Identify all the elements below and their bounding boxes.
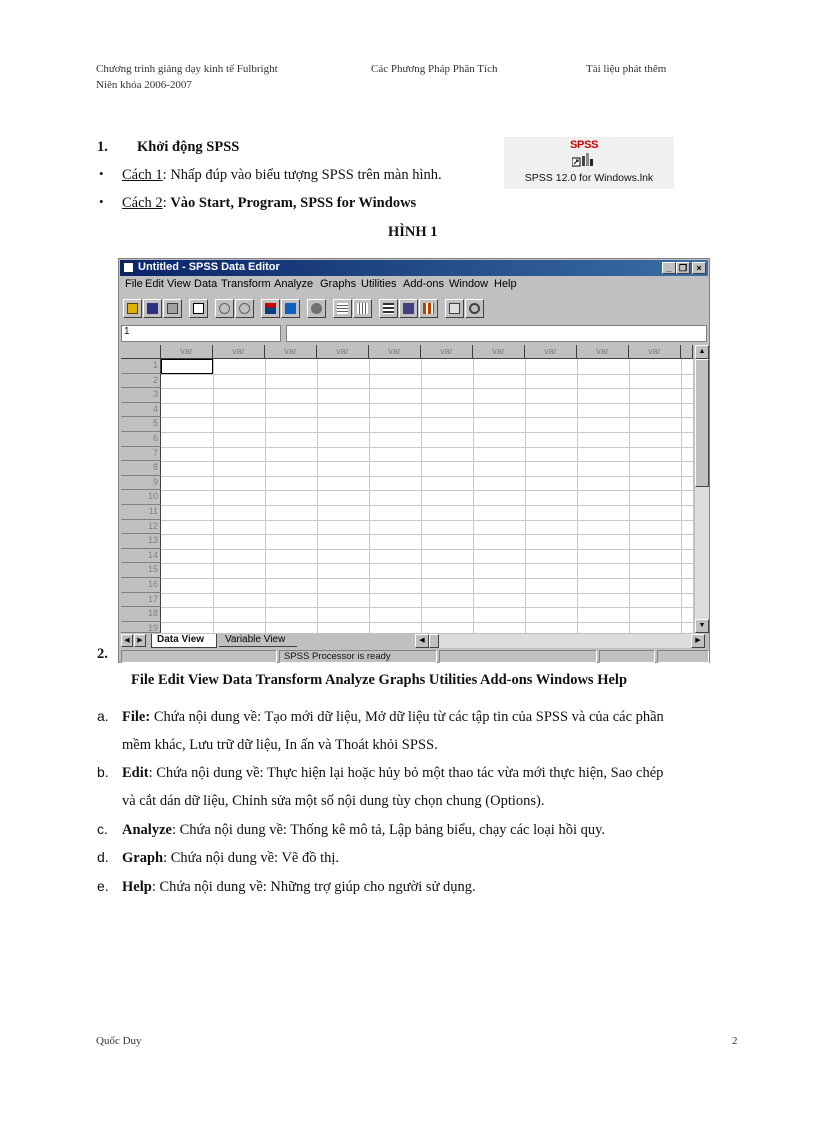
menu-file[interactable]: File [125, 278, 143, 290]
tab-data-view[interactable]: Data View [151, 634, 217, 648]
list-text: : Chứa nội dung về: Những trợ giúp cho người sử dụng. [151, 879, 476, 895]
grid-line [161, 432, 693, 433]
menu-data[interactable]: Data [194, 278, 218, 290]
spss-shortcut-caption: SPSS 12.0 for Windows.lnk [524, 172, 654, 184]
list-term: Graph [122, 850, 164, 866]
menu-add-ons[interactable]: Add-ons [403, 278, 444, 290]
list-text: : Chứa nội dung về: Thực hiện lại hoặc hủy bỏ một thao tác vừa mới thực hiện, Sao chép [148, 765, 664, 781]
status-pane [657, 650, 709, 663]
grid-line [161, 374, 693, 375]
grid-line [161, 549, 693, 550]
scroll-down-icon[interactable]: ▼ [695, 619, 709, 633]
status-pane [121, 650, 277, 663]
column-header[interactable]: var [369, 345, 421, 359]
status-pane [439, 650, 597, 663]
scroll-left-icon[interactable]: ◀ [415, 634, 429, 648]
row-header[interactable]: 9 [121, 476, 161, 491]
section1-title: Khởi động SPSS [137, 139, 240, 155]
section2-number: 2. [97, 646, 108, 662]
menu-view[interactable]: View [167, 278, 191, 290]
row-header[interactable]: 3 [121, 388, 161, 403]
list-letter: d. [97, 849, 109, 865]
save-icon[interactable] [143, 299, 162, 318]
bullet2: Cách 2: Vào Start, Program, SPSS for Windows [122, 195, 417, 211]
list-item-graph [122, 848, 339, 868]
tab-next-icon[interactable]: ▶ [134, 634, 146, 647]
page-number: 2 [732, 1035, 738, 1047]
menu-analyze[interactable]: Analyze [274, 278, 314, 290]
insert-case-icon[interactable] [333, 299, 352, 318]
grid-line [161, 520, 693, 521]
minimize-button[interactable]: _ [662, 262, 676, 274]
column-header-partial [681, 345, 693, 359]
column-header[interactable]: var [213, 345, 265, 359]
scroll-thumb-h[interactable] [429, 634, 439, 648]
row-header[interactable]: 12 [121, 520, 161, 535]
spss-logo: SPSS [570, 139, 599, 151]
spss-data-editor-window [118, 258, 710, 663]
row-header[interactable]: 7 [121, 447, 161, 462]
header-program: Chương trình giảng dạy kinh tế Fulbright [96, 63, 278, 75]
row-header[interactable]: 18 [121, 607, 161, 622]
row-header[interactable]: 1 [121, 359, 161, 374]
header-doctype: Tài liệu phát thêm [586, 63, 667, 75]
toolbar [121, 297, 707, 321]
weight-cases-icon[interactable] [399, 299, 418, 318]
grid-line [161, 622, 693, 623]
row-header[interactable]: 13 [121, 534, 161, 549]
grid-line [161, 593, 693, 594]
row-header[interactable]: 17 [121, 593, 161, 608]
figure-title: HÌNH 1 [388, 224, 438, 240]
list-text: Chứa nội dung về: Tạo mới dữ liệu, Mở dữ liệu từ các tập tin của SPSS và của các phần [150, 709, 664, 725]
print-icon[interactable] [163, 299, 182, 318]
section1-number: 1. [97, 139, 108, 155]
insert-variable-icon[interactable] [353, 299, 372, 318]
menu-help[interactable]: Help [494, 278, 517, 290]
list-text: : Chứa nội dung về: Thống kê mô tả, Lập bảng biểu, chạy các loại hồi quy. [171, 822, 606, 838]
grid-corner [121, 345, 161, 359]
row-header[interactable]: 19 [121, 622, 161, 633]
grid-line [161, 461, 693, 462]
column-header[interactable]: var [421, 345, 473, 359]
grid-line [161, 490, 693, 491]
spss-shortcut[interactable] [504, 137, 674, 189]
column-header[interactable]: var [577, 345, 629, 359]
column-header[interactable]: var [525, 345, 577, 359]
bullet1-text: : Nhấp đúp vào biểu tượng SPSS trên màn hình. [162, 167, 442, 183]
grid-line [161, 388, 693, 389]
row-header[interactable]: 10 [121, 490, 161, 505]
status-pane [599, 650, 655, 663]
row-header[interactable]: 14 [121, 549, 161, 564]
dialog-recall-icon[interactable] [189, 299, 208, 318]
maximize-button[interactable]: ❐ [676, 262, 690, 274]
data-grid[interactable] [121, 345, 693, 633]
header-course: Các Phương Pháp Phân Tích [371, 63, 498, 75]
list-letter: a. [97, 708, 109, 724]
list-letter: e. [97, 878, 109, 894]
row-header[interactable]: 8 [121, 461, 161, 476]
row-header[interactable]: 5 [121, 417, 161, 432]
status-bar [121, 650, 709, 663]
cell-reference: 1 [121, 325, 281, 342]
menu-window[interactable]: Window [449, 278, 489, 290]
menu-edit[interactable]: Edit [145, 278, 164, 290]
grid-line [161, 505, 693, 506]
cell-value-input[interactable] [286, 325, 707, 342]
grid-line [161, 534, 693, 535]
redo-icon[interactable] [235, 299, 254, 318]
row-header[interactable]: 4 [121, 403, 161, 418]
menu-utilities[interactable]: Utilities [361, 278, 397, 290]
sheet-tabs [121, 634, 709, 649]
open-icon[interactable] [123, 299, 142, 318]
split-file-icon[interactable] [379, 299, 398, 318]
bullet-icon: • [99, 194, 104, 209]
undo-icon[interactable] [215, 299, 234, 318]
column-header[interactable]: var [629, 345, 681, 359]
list-term: Edit [122, 765, 149, 781]
active-cell[interactable] [161, 359, 213, 374]
status-text: SPSS Processor is ready [279, 650, 437, 663]
row-header[interactable]: 15 [121, 563, 161, 578]
scroll-up-icon[interactable]: ▲ [695, 345, 709, 359]
cell-editor-bar [121, 325, 707, 343]
list-item-analyze [122, 820, 605, 840]
list-term: Help [122, 879, 152, 895]
grid-line [161, 476, 693, 477]
horizontal-scrollbar[interactable] [415, 634, 705, 648]
footer-author: Quốc Duy [96, 1035, 142, 1047]
goto-chart-icon[interactable] [261, 299, 280, 318]
use-sets-icon[interactable] [465, 299, 484, 318]
goto-case-icon[interactable] [281, 299, 300, 318]
row-header[interactable]: 2 [121, 374, 161, 389]
bullet2-text: Vào Start, Program, SPSS for Windows [170, 195, 417, 211]
list-item-edit [122, 763, 663, 783]
list-term: Analyze [122, 822, 172, 838]
bullet1-label: Cách 1 [122, 167, 163, 183]
grid-line [161, 447, 693, 448]
column-header[interactable]: var [161, 345, 213, 359]
header-year: Niên khóa 2006-2007 [96, 79, 192, 91]
column-header[interactable]: var [473, 345, 525, 359]
data-editor-icon [123, 262, 134, 273]
list-item-file-cont: mềm khác, Lưu trữ dữ liệu, In ấn và Thoát khỏi SPSS. [122, 737, 438, 753]
list-letter: b. [97, 764, 109, 780]
menu-transform[interactable]: Transform [221, 278, 271, 290]
grid-line [161, 403, 693, 404]
scroll-right-icon[interactable]: ▶ [691, 634, 705, 648]
list-text: : Chứa nội dung về: Vẽ đồ thị. [163, 850, 340, 866]
column-header[interactable]: var [265, 345, 317, 359]
window-titlebar[interactable] [120, 260, 708, 276]
row-header[interactable]: 6 [121, 432, 161, 447]
list-term: File: [122, 709, 151, 725]
grid-line [161, 607, 693, 608]
grid-line [161, 578, 693, 579]
tab-variable-view[interactable]: Variable View [219, 634, 297, 647]
menu-graphs[interactable]: Graphs [320, 278, 357, 290]
grid-line [161, 563, 693, 564]
section2-menu-line: File Edit View Data Transform Analyze Graphs Utilities Add-ons Windows Help [131, 672, 628, 688]
select-cases-icon[interactable] [419, 299, 438, 318]
value-labels-icon[interactable] [445, 299, 464, 318]
list-item-help [122, 877, 476, 897]
row-header[interactable]: 11 [121, 505, 161, 520]
list-item-file [122, 707, 664, 727]
bullet2-label: Cách 2 [122, 195, 163, 211]
list-item-edit-cont: và cắt dán dữ liệu, Chỉnh sửa một số nội dung tùy chọn chung (Options). [122, 793, 545, 809]
vertical-scrollbar[interactable] [695, 345, 709, 633]
find-icon[interactable] [307, 299, 326, 318]
bullet-icon: • [99, 166, 104, 181]
column-header[interactable]: var [317, 345, 369, 359]
tab-prev-icon[interactable]: ◀ [121, 634, 133, 647]
grid-line [161, 417, 693, 418]
close-button[interactable]: × [692, 262, 706, 274]
list-letter: c. [97, 821, 108, 837]
scroll-thumb[interactable] [695, 359, 709, 487]
window-title: Untitled - SPSS Data Editor [138, 261, 280, 273]
spss-shortcut-icon [572, 152, 594, 168]
bullet1 [122, 165, 442, 185]
row-header[interactable]: 16 [121, 578, 161, 593]
